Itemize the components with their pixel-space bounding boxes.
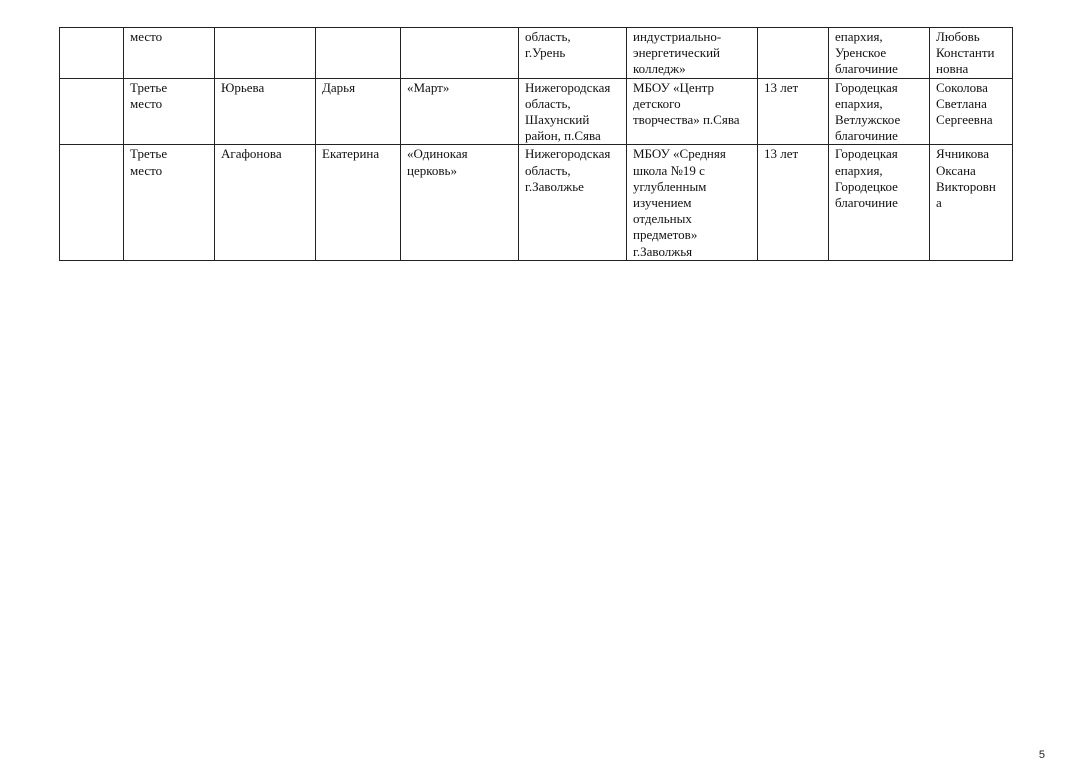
- diocese-cell: епархия, Уренское благочиние: [829, 28, 930, 79]
- number-cell: [60, 28, 124, 79]
- teacher-cell: Ячникова Оксана Викторовн а: [930, 145, 1013, 260]
- work-title-cell: «Март»: [401, 78, 519, 145]
- table-row: [60, 28, 1013, 79]
- number-cell: [60, 78, 124, 145]
- work-title-cell: «Одинокая церковь»: [401, 145, 519, 260]
- place-cell: Третье место: [124, 145, 215, 260]
- age-cell: 13 лет: [758, 78, 829, 145]
- name-cell: [316, 28, 401, 79]
- number-cell: [60, 145, 124, 260]
- teacher-cell: Соколова Светлана Сергеевна: [930, 78, 1013, 145]
- surname-cell: Агафонова: [215, 145, 316, 260]
- age-cell: [758, 28, 829, 79]
- region-cell: Нижегородская область, г.Заволжье: [519, 145, 627, 260]
- table-row: [60, 145, 1013, 260]
- region-cell: Нижегородская область, Шахунский район, п.Сява: [519, 78, 627, 145]
- place-cell: Третье место: [124, 78, 215, 145]
- name-cell: Дарья: [316, 78, 401, 145]
- teacher-cell: Любовь Константи новна: [930, 28, 1013, 79]
- institution-cell: МБОУ «Центр детского творчества» п.Сява: [627, 78, 758, 145]
- place-cell: место: [124, 28, 215, 79]
- page-number: 5: [1038, 749, 1045, 761]
- table-row: [60, 78, 1013, 145]
- diocese-cell: Городецкая епархия, Ветлужское благочиние: [829, 78, 930, 145]
- region-cell: область, г.Урень: [519, 28, 627, 79]
- surname-cell: Юрьева: [215, 78, 316, 145]
- age-cell: 13 лет: [758, 145, 829, 260]
- results-table: [59, 27, 1013, 261]
- institution-cell: МБОУ «Средняя школа №19 с углубленным изучением отдельных предметов» г.Заволжья: [627, 145, 758, 260]
- diocese-cell: Городецкая епархия, Городецкое благочиние: [829, 145, 930, 260]
- name-cell: Екатерина: [316, 145, 401, 260]
- surname-cell: [215, 28, 316, 79]
- work-title-cell: [401, 28, 519, 79]
- institution-cell: индустриально- энергетический колледж»: [627, 28, 758, 79]
